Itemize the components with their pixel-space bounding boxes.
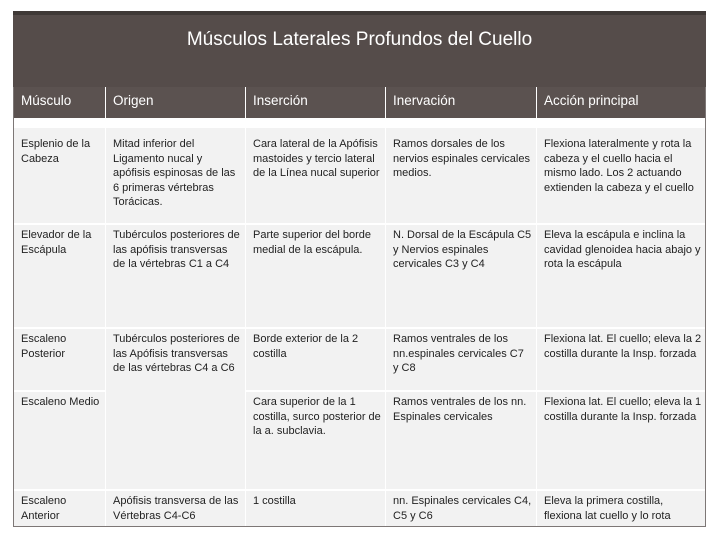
- slide-title: Músculos Laterales Profundos del Cuello: [186, 29, 533, 50]
- header-inervacion: Inervación: [393, 93, 456, 108]
- table-cell: Ramos dorsales de los nervios espinales cervicales medios.: [393, 138, 530, 179]
- table-cell: N. Dorsal de la Escápula C5 y Nervios espinales cervicales C3 y C4: [393, 229, 532, 270]
- table-cell: Ramos ventrales de los nn. Espinales cervicales: [393, 396, 527, 423]
- table-cell: Escaleno Medio: [21, 396, 100, 408]
- table-cell: nn. Espinales cervicales C4, C5 y C6: [393, 495, 532, 522]
- header-insercion: Inserción: [253, 93, 308, 108]
- table-cell: Tubérculos posteriores de las Apófisis transversas de las vértebras C4 a C6: [113, 333, 240, 374]
- table-cell: Escaleno Posterior: [21, 333, 67, 360]
- table-cell: Borde exterior de la 2 costilla: [253, 333, 359, 360]
- table-cell: Parte superior del borde medial de la escápula.: [253, 229, 372, 256]
- table-cell: Flexiona lat. El cuello; eleva la 2 costilla durante la Insp. forzada: [544, 333, 702, 360]
- table-bottom-border: [13, 526, 706, 527]
- title-band: [13, 11, 706, 91]
- table-cell: Eleva la escápula e inclina la cavidad glenoidea hacia abajo y rota la escápula: [544, 229, 701, 270]
- table-cell: Apófisis transversa de las Vértebras C4-C6: [113, 495, 239, 522]
- table-cell: Esplenio de la Cabeza: [21, 138, 91, 165]
- table-cell: Cara superior de la 1 costilla, surco posterior de la a. subclavia.: [253, 396, 381, 437]
- header-origen: Origen: [113, 93, 154, 108]
- table-cell: Escaleno Anterior: [21, 495, 67, 522]
- table-cell: Flexiona lateralmente y rota la cabeza y el cuello hacia el mismo lado. Los 2 actuando extienden la cabeza y el cuello: [544, 138, 694, 194]
- table-cell: Tubérculos posteriores de las apófisis transversas de la vértebras C1 a C4: [113, 229, 240, 270]
- table-cell: Ramos ventrales de los nn.espinales cervicales C7 y C8: [393, 333, 524, 374]
- table-cell: Mitad inferior del Ligamento nucal y apófisis espinosas de las 6 primeras vértebras Torácicas.: [113, 138, 236, 208]
- table-cell: Elevador de la Escápula: [21, 229, 92, 256]
- header-accion: Acción principal: [544, 93, 639, 108]
- table-cell: Eleva la primera costilla, flexiona lat cuello y lo rota: [544, 495, 671, 522]
- table-cell: Flexiona lat. El cuello; eleva la 1 costilla durante la Insp. forzada: [544, 396, 702, 423]
- header-musculo: Músculo: [21, 93, 72, 108]
- table-cell: Cara lateral de la Apófisis mastoides y tercio lateral de la Línea nucal superior: [253, 138, 380, 179]
- table-cell: 1 costilla: [253, 495, 296, 507]
